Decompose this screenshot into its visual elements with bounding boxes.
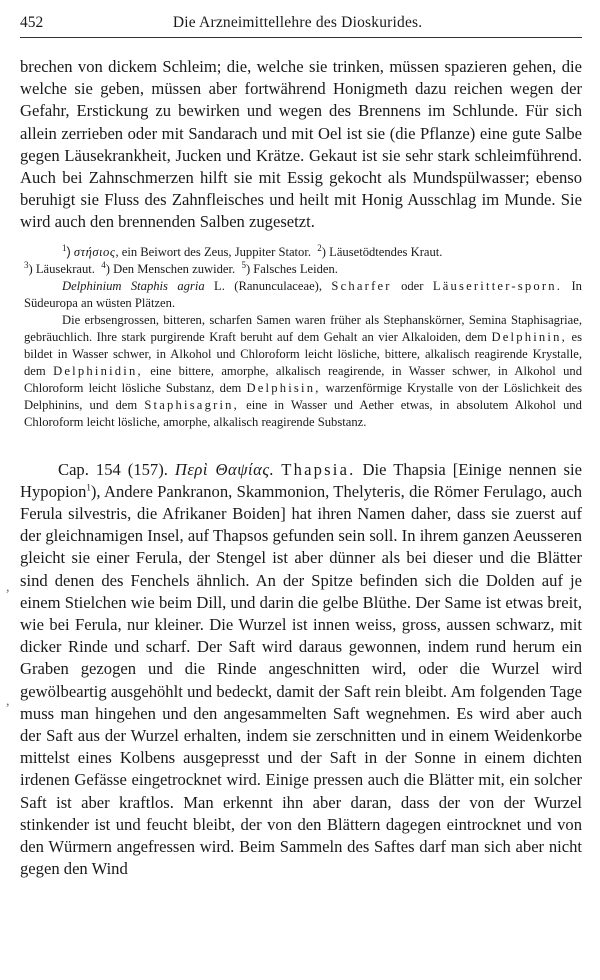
note-part-e: eine in Wasser und Aether etwas, in absolutem Alkohol und Chloroform leicht lösliche, amorphe, alkalisch reagirende Substanz. xyxy=(24,397,582,429)
habitat-text: In Südeuropa an wüsten Plätzen. xyxy=(24,278,582,310)
chapter-fn-marker: 1 xyxy=(86,482,91,493)
fn-marker-2: 2 xyxy=(317,242,322,253)
alkaloid-delphisin: Delphisin, xyxy=(246,380,321,395)
note-part-d: warzenförmige Krystalle von der Löslichkeit des Delphinins, und dem xyxy=(24,380,582,412)
alkaloid-delphinin: Delphinin, xyxy=(491,329,567,344)
footnote-5-text: Falsches Leiden. xyxy=(253,261,338,276)
page-number: 452 xyxy=(20,14,44,31)
species-name: Delphinium Staphis agria xyxy=(62,278,205,293)
alkaloid-staphisagrin: Staphisagrin, xyxy=(144,397,240,412)
footnote-2-text: Läusetödtendes Kraut. xyxy=(329,244,443,259)
chapter-text-1: Die Thapsia [Einige nennen sie Hypopion xyxy=(20,459,582,501)
footnotes-block xyxy=(20,244,582,431)
fn-marker-3: 3 xyxy=(24,259,29,270)
chapter-text-2: ), Andere Pankranon, Skammonion, Thelyteris, die Römer Ferulago, auch Ferula silvestris, die Afrikaner Boiden] hat ihren Namen daher, dass sie zuerst auf der gleichnamigen Insel, auf Thapsos gefunden sein soll. In ihrem ganzen Aeusseren gleicht sie einer Ferula, der Stengel ist aber dünner als bei dieser und die Blätter sind denen des Fenchels ähnlich. An der Spitze befinden sich die Dolden auf je einem Stielchen wie beim Dill, und darin die gelbe Blüthe. Der Same ist etwas breit, wie bei Ferula, nur kleiner. Die Wurzel ist innen weiss, gross, aussen schwarz, mit dicker Rinde und scharf. Der Saft wird daraus gewonnen, indem rund herum ein Graben gezogen und die Rinde angeschnitten wird, oder die Wurzel wird gewölbeartig ausgehöhlt und bedeckt, damit der Saft rein bleibt. Am folgenden Tage muss man hingehen und den angesammelten Saft wegnehmen. Es wird aber auch der Saft aus der Wurzel erhalten, indem sie zerschnitten und in einem Weidenkorbe mittelst eines Kolbens ausgepresst und der Saft in der Sonne in einem dichten irdenen Gefässe eingetrocknet wird. Einige pressen auch die Blätter mit, ein solcher Saft ist aber kraftlos. Man erkennt ihn aber daran, dass der von der Wurzel stinkender ist und feucht bleibt, der von den Blättern dagegen eintrocknet und von den Würmern angefressen wird. Beim Sammeln des Saftes darf man sich aber nicht gegen den Wind xyxy=(20,481,582,879)
footnote-line-2: $^3$) Läusekraut. $^4$) Den Menschen zuwider. $^5$) Falsches Leiden. xyxy=(24,259,338,276)
common-name-2: Läuseritter-sporn. xyxy=(432,278,563,293)
margin-mark: , xyxy=(6,580,10,595)
page xyxy=(20,14,582,880)
margin-mark-2: , xyxy=(6,694,10,709)
fn-marker-5: 5 xyxy=(241,259,246,270)
continued-paragraph: brechen von dickem Schleim; die, welche sie trinken, müssen spazieren gehen, die welche sie geben, müssen aber fortwährend Honigmeth dazu reichen wegen der Gefahr, Erstickung zu bewirken und wegen des Brennens im Schlunde. Für sich allein zerrieben oder mit Sandarach und mit Oel ist sie (die Pflanze) eine gute Salbe gegen Läusekrankheit, Jucken und Krätze. Gekaut ist sie sehr stark schleimführend. Auch bei Zahnschmerzen hilft sie mit Essig gekocht als Mundspülwasser; ebenso beruhigt sie Fluss des Zahnfleisches und heilt mit Honig Ausschlag im Munde. Sie wird auch den brennenden Salben zugesetzt. xyxy=(20,57,582,232)
footnote-line-1: $^1$) στήσιος, ein Beiwort des Zeus, Juppiter Stator. $^2$) Läusetödtendes Kraut. xyxy=(62,242,443,259)
family-name: (Ranunculaceae), xyxy=(234,278,323,293)
fn-marker-1: 1 xyxy=(62,242,67,253)
chapter-latin-title: Thapsia. xyxy=(281,459,356,479)
chapter-greek-title: Περὶ Θαψίας. xyxy=(174,459,275,479)
running-title: Die Arzneimittellehre des Dioskurides. xyxy=(172,14,423,31)
or-word: oder xyxy=(401,278,424,293)
chapter-label: Cap. 154 (157). xyxy=(58,459,168,479)
running-header xyxy=(20,14,582,38)
pharmacology-note xyxy=(24,312,582,431)
chapter-154 xyxy=(20,459,582,881)
footnote-4-text: Den Menschen zuwider. xyxy=(113,261,236,276)
footnote-greek-word: στήσιος xyxy=(73,244,116,259)
species-author: L. xyxy=(214,278,225,293)
alkaloid-delphinidin: Delphinidin, xyxy=(53,363,143,378)
note-part-b: es bildet in Wasser schwer, in Alkohol und Chloroform leicht lösliche, bittere, alkalisch reagirende Krystalle, dem xyxy=(24,329,582,378)
note-part-c: eine bittere, amorphe, alkalisch reagirende, in Wasser schwer, in Alkohol und Chloroform leicht lösliche Substanz, dem xyxy=(24,363,582,395)
footnote-3-text: Läusekraut. xyxy=(35,261,95,276)
common-name-1: Scharfer xyxy=(331,278,392,293)
footnote-1-text: , ein Beiwort des Zeus, Juppiter Stator. xyxy=(115,244,311,259)
botanical-identification xyxy=(24,278,582,312)
fn-marker-4: 4 xyxy=(101,259,106,270)
note-part-a: Die erbsengrossen, bitteren, scharfen Samen waren früher als Stephanskörner, Semina Staphisagriae, gebräuchlich. Ihre stark purgirende Kraft beruht auf dem Gehalt an vier Alkaloiden, dem xyxy=(24,312,582,344)
